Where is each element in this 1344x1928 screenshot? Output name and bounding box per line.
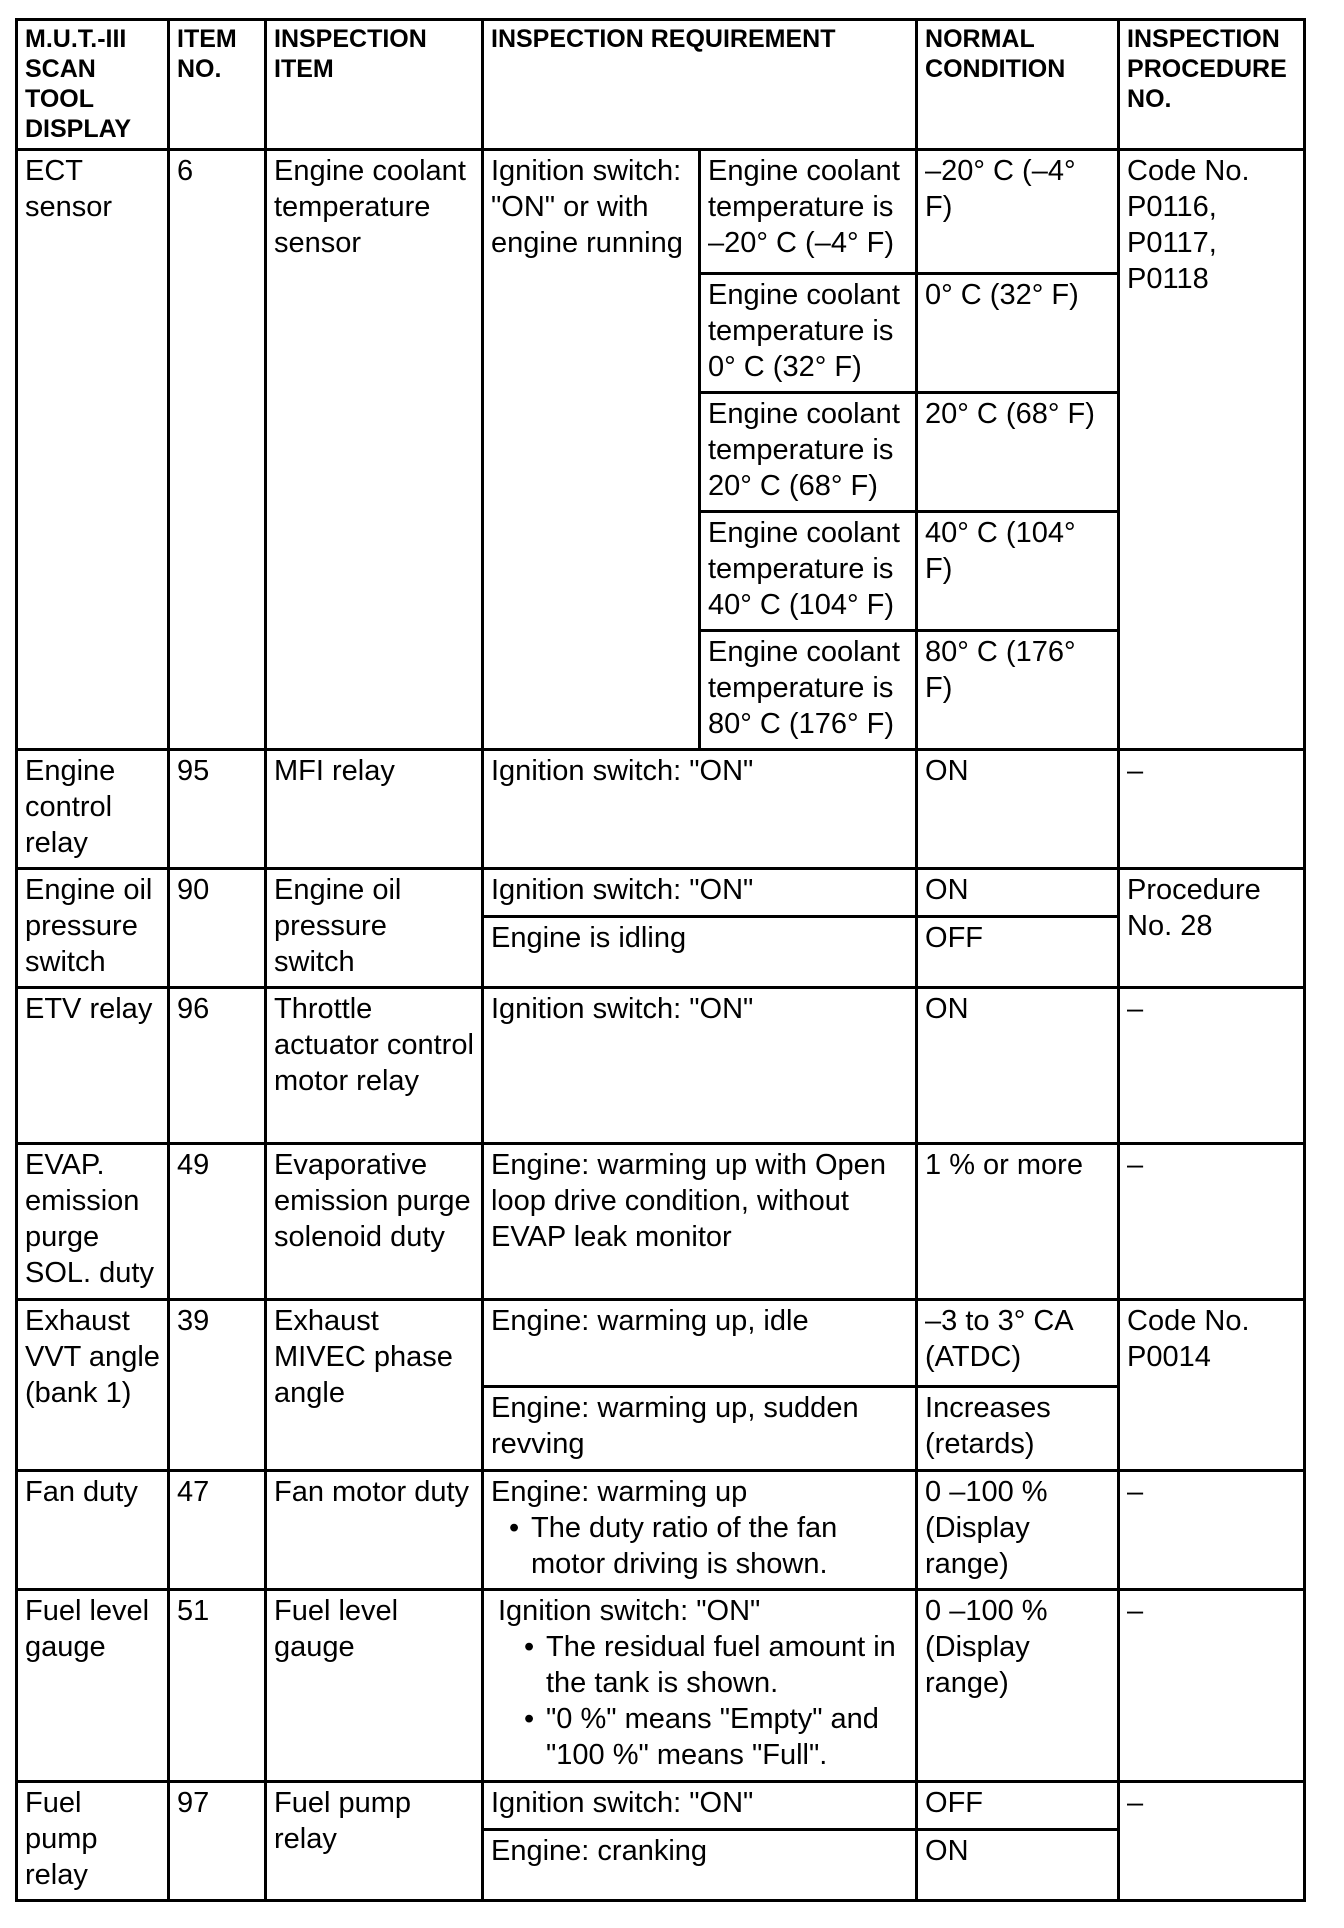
ect-requirement: Engine coolant temperature is 20° C (68° F) bbox=[700, 393, 917, 512]
ect-condition: Ignition switch: "ON" or with engine running bbox=[483, 150, 700, 750]
fuel-level-display: Fuel level gauge bbox=[17, 1590, 169, 1782]
inspection-table bbox=[15, 18, 1306, 1902]
fan-item-no: 47 bbox=[169, 1471, 266, 1590]
vvt-requirement: Engine: warming up, sudden revving bbox=[483, 1387, 917, 1471]
etv-display: ETV relay bbox=[17, 988, 169, 1144]
etv-requirement: Ignition switch: "ON" bbox=[483, 988, 917, 1144]
ecr-procedure: – bbox=[1119, 750, 1305, 869]
header-item-no: ITEM NO. bbox=[169, 20, 266, 150]
ect-normal: 80° C (176° F) bbox=[917, 631, 1119, 750]
ect-display: ECT sensor bbox=[17, 150, 169, 750]
vvt-item: Exhaust MIVEC phase angle bbox=[266, 1300, 483, 1471]
ecr-item: MFI relay bbox=[266, 750, 483, 869]
fan-bullet: • The duty ratio of the fan motor driving is shown. bbox=[491, 1510, 908, 1582]
table-row bbox=[17, 1782, 1305, 1830]
fuel-pump-display: Fuel pump relay bbox=[17, 1782, 169, 1901]
table-row bbox=[17, 1300, 1305, 1387]
header-display: M.U.T.-III SCAN TOOL DISPLAY bbox=[17, 20, 169, 150]
ect-item-no: 6 bbox=[169, 150, 266, 750]
etv-item-no: 96 bbox=[169, 988, 266, 1144]
fan-item: Fan motor duty bbox=[266, 1471, 483, 1590]
table-row bbox=[17, 988, 1305, 1144]
fuel-pump-normal: OFF bbox=[917, 1782, 1119, 1830]
ecr-requirement: Ignition switch: "ON" bbox=[483, 750, 917, 869]
ect-requirement: Engine coolant temperature is 80° C (176° F) bbox=[700, 631, 917, 750]
header-procedure: INSPECTION PROCEDURE NO. bbox=[1119, 20, 1305, 150]
fuel-level-item-no: 51 bbox=[169, 1590, 266, 1782]
fan-display: Fan duty bbox=[17, 1471, 169, 1590]
fuel-level-bullet: • "0 %" means "Empty" and "100 %" means "Full". bbox=[498, 1701, 908, 1773]
ecr-normal: ON bbox=[917, 750, 1119, 869]
table-row bbox=[17, 750, 1305, 869]
evap-item-no: 49 bbox=[169, 1144, 266, 1300]
fan-requirement-text: Engine: warming up bbox=[491, 1476, 748, 1508]
vvt-normal: Increases (retards) bbox=[917, 1387, 1119, 1471]
fuel-level-procedure: – bbox=[1119, 1590, 1305, 1782]
oil-procedure: Procedure No. 28 bbox=[1119, 869, 1305, 988]
table-row bbox=[17, 1471, 1305, 1590]
table-row bbox=[17, 1144, 1305, 1300]
fuel-level-bullet: • The residual fuel amount in the tank is shown. bbox=[498, 1629, 908, 1701]
vvt-display: Exhaust VVT angle (bank 1) bbox=[17, 1300, 169, 1471]
oil-requirement: Ignition switch: "ON" bbox=[483, 869, 917, 917]
ect-requirement: Engine coolant temperature is 0° C (32° F) bbox=[700, 274, 917, 393]
header-row bbox=[17, 20, 1305, 150]
fuel-pump-requirement: Engine: cranking bbox=[483, 1830, 917, 1901]
etv-item: Throttle actuator control motor relay bbox=[266, 988, 483, 1144]
fuel-level-item: Fuel level gauge bbox=[266, 1590, 483, 1782]
ect-normal: 0° C (32° F) bbox=[917, 274, 1119, 393]
ect-requirement: Engine coolant temperature is –20° C (–4° F) bbox=[700, 150, 917, 274]
evap-normal: 1 % or more bbox=[917, 1144, 1119, 1300]
fuel-pump-normal: ON bbox=[917, 1830, 1119, 1901]
fuel-level-normal: 0 –100 % (Display range) bbox=[917, 1590, 1119, 1782]
header-requirement: INSPECTION REQUIREMENT bbox=[483, 20, 917, 150]
etv-normal: ON bbox=[917, 988, 1119, 1144]
fuel-pump-item-no: 97 bbox=[169, 1782, 266, 1901]
table-row bbox=[17, 869, 1305, 917]
ect-normal: 20° C (68° F) bbox=[917, 393, 1119, 512]
table-row bbox=[17, 1590, 1305, 1782]
oil-requirement: Engine is idling bbox=[483, 917, 917, 988]
vvt-procedure: Code No. P0014 bbox=[1119, 1300, 1305, 1471]
header-item: INSPECTION ITEM bbox=[266, 20, 483, 150]
ect-requirement: Engine coolant temperature is 40° C (104° F) bbox=[700, 512, 917, 631]
oil-normal: ON bbox=[917, 869, 1119, 917]
fan-normal: 0 –100 % (Display range) bbox=[917, 1471, 1119, 1590]
evap-item: Evaporative emission purge solenoid duty bbox=[266, 1144, 483, 1300]
vvt-item-no: 39 bbox=[169, 1300, 266, 1471]
fan-requirement bbox=[483, 1471, 917, 1590]
oil-item-no: 90 bbox=[169, 869, 266, 988]
fuel-level-requirement-text: Ignition switch: "ON" bbox=[498, 1595, 761, 1627]
oil-item: Engine oil pressure switch bbox=[266, 869, 483, 988]
vvt-normal: –3 to 3° CA (ATDC) bbox=[917, 1300, 1119, 1387]
ect-normal: –20° C (–4° F) bbox=[917, 150, 1119, 274]
ect-procedure: Code No. P0116, P0117, P0118 bbox=[1119, 150, 1305, 750]
header-normal: NORMAL CONDITION bbox=[917, 20, 1119, 150]
fan-procedure: – bbox=[1119, 1471, 1305, 1590]
evap-requirement: Engine: warming up with Open loop drive condition, without EVAP leak monitor bbox=[483, 1144, 917, 1300]
fuel-pump-procedure: – bbox=[1119, 1782, 1305, 1901]
fuel-pump-requirement: Ignition switch: "ON" bbox=[483, 1782, 917, 1830]
table-row bbox=[17, 150, 1305, 274]
etv-procedure: – bbox=[1119, 988, 1305, 1144]
ecr-item-no: 95 bbox=[169, 750, 266, 869]
oil-normal: OFF bbox=[917, 917, 1119, 988]
ect-normal: 40° C (104° F) bbox=[917, 512, 1119, 631]
oil-display: Engine oil pressure switch bbox=[17, 869, 169, 988]
fuel-level-requirement bbox=[483, 1590, 917, 1782]
ecr-display: Engine control relay bbox=[17, 750, 169, 869]
vvt-requirement: Engine: warming up, idle bbox=[483, 1300, 917, 1387]
fuel-pump-item: Fuel pump relay bbox=[266, 1782, 483, 1901]
ect-item: Engine coolant temperature sensor bbox=[266, 150, 483, 750]
evap-display: EVAP. emission purge SOL. duty bbox=[17, 1144, 169, 1300]
evap-procedure: – bbox=[1119, 1144, 1305, 1300]
